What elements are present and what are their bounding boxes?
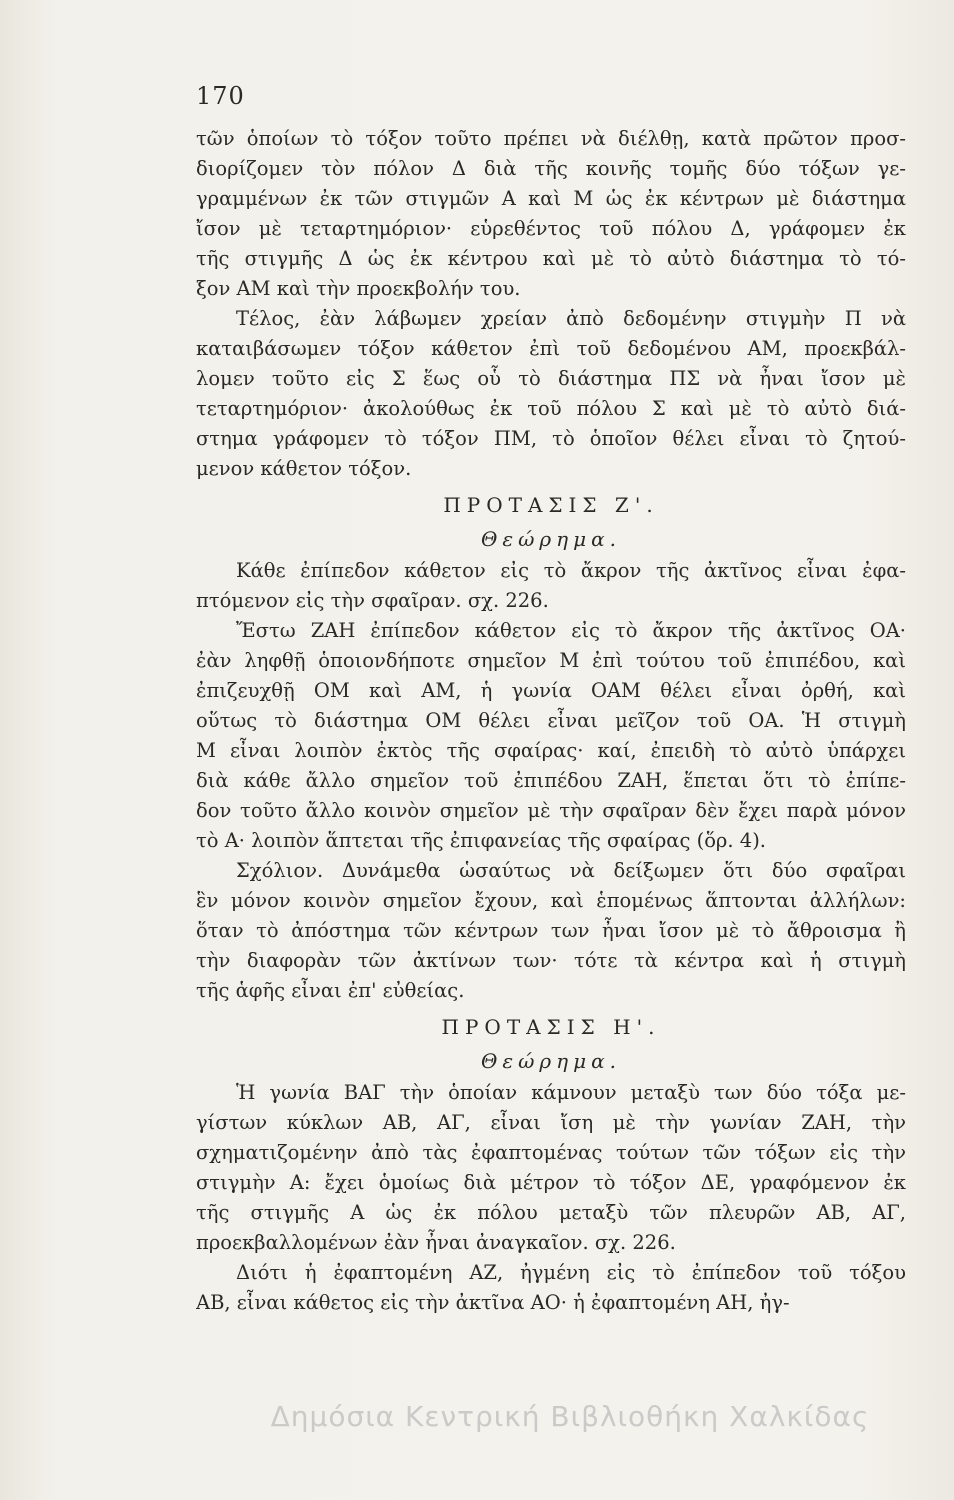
text-line: στιγμὴν Α: ἔχει ὁμοίως διὰ μέτρον τὸ τόξον ΔΕ, γραφόμενον ἐκ [196, 1171, 906, 1194]
text-line: Ἡ γωνία ΒΑΓ τὴν ὁποίαν κάμνουν μεταξὺ των δύο τόξα με- [236, 1081, 906, 1104]
text-line: τῆς στιγμῆς Α ὡς ἐκ πόλου μεταξὺ τῶν πλευρῶν ΑΒ, ΑΓ, [196, 1201, 906, 1224]
text-line: ἴσον μὲ τεταρτημόριον· εὑρεθέντος τοῦ πόλου Δ, γράφομεν ἐκ [196, 217, 906, 240]
text-line: μενον κάθετον τόξον. [196, 457, 412, 480]
text-line: διορίζομεν τὸν πόλον Δ διὰ τῆς κοινῆς τομῆς δύο τόξων γε- [196, 157, 906, 180]
text-line: ἐὰν ληφθῇ ὁποιονδήποτε σημεῖον Μ ἐπὶ τούτου τοῦ ἐπιπέδου, καὶ [196, 649, 906, 672]
text-line: Κάθε ἐπίπεδον κάθετον εἰς τὸ ἄκρον τῆς ἀκτῖνος εἶναι ἐφα- [236, 559, 906, 582]
text-line: τῆς στιγμῆς Δ ὡς ἐκ κέντρου καὶ μὲ τὸ αὐτὸ διάστημα τὸ τό- [196, 247, 906, 270]
text-line: λομεν τοῦτο εἰς Σ ἕως οὗ τὸ διάστημα ΠΣ νὰ ἦναι ἴσον μὲ [196, 367, 906, 390]
text-line: στημα γράφομεν τὸ τόξον ΠΜ, τὸ ὁποῖον θέλει εἶναι τὸ ζητού- [196, 427, 906, 450]
text-line: Μ εἶναι λοιπὸν ἐκτὸς τῆς σφαίρας· καί, ἐπειδὴ τὸ αὐτὸ ὑπάρχει [196, 739, 906, 762]
text-line: γραμμένων ἐκ τῶν στιγμῶν Α καὶ Μ ὡς ἐκ κέντρων μὲ διάστημα [196, 187, 906, 210]
text-line: δον τοῦτο ἄλλο κοινὸν σημεῖον μὲ τὴν σφαῖραν δὲν ἔχει παρὰ μόνον [196, 799, 906, 822]
text-line: Ἔστω ΖΑΗ ἐπίπεδον κάθετον εἰς τὸ ἄκρον τῆς ἀκτῖνος ΟΑ· [236, 619, 906, 642]
text-line: ΑΒ, εἶναι κάθετος εἰς τὴν ἀκτῖνα ΑΟ· ἡ ἐφαπτομένη ΑΗ, ἠγ- [196, 1291, 790, 1314]
page-number: 170 [196, 82, 245, 110]
page-text [196, 124, 906, 1318]
proposition-heading: ΠΡΟΤΑΣΙΣ Ζ'. [443, 493, 659, 517]
text-line: πτόμενον εἰς τὴν σφαῖραν. σχ. 226. [196, 589, 549, 612]
theorem-subheading: Θεώρημα. [480, 527, 622, 551]
text-line: ὅταν τὸ ἀπόστημα τῶν κέντρων των ἦναι ἴσον μὲ τὸ ἄθροισμα ἢ [196, 919, 906, 942]
text-line: Διότι ἡ ἐφαπτομένη ΑΖ, ἠγμένη εἰς τὸ ἐπίπεδον τοῦ τόξου [236, 1261, 906, 1284]
text-line: σχηματιζομένην ἀπὸ τὰς ἐφαπτομένας τούτων τῶν τόξων εἰς τὴν [196, 1141, 906, 1164]
proposition-heading: ΠΡΟΤΑΣΙΣ Η'. [441, 1015, 661, 1039]
text-line: Τέλος, ἐὰν λάβωμεν χρείαν ἀπὸ δεδομένην στιγμὴν Π νὰ [236, 307, 906, 330]
text-line: οὕτως τὸ διάστημα ΟΜ θέλει εἶναι μεῖζον τοῦ ΟΑ. Ἡ στιγμὴ [196, 709, 906, 732]
text-line: ξον ΑΜ καὶ τὴν προεκβολήν του. [196, 277, 521, 300]
text-line: τὴν διαφορὰν τῶν ἀκτίνων των· τότε τὰ κέντρα καὶ ἡ στιγμὴ [196, 949, 906, 972]
text-line: Σχόλιον. Δυνάμεθα ὡσαύτως νὰ δείξωμεν ὅτι δύο σφαῖραι [236, 859, 906, 882]
text-line: ἓν μόνον κοινὸν σημεῖον ἔχουν, καὶ ἑπομένως ἅπτονται ἀλλήλων: [196, 889, 906, 912]
text-line: τὸ Α· λοιπὸν ἅπτεται τῆς ἐπιφανείας τῆς σφαίρας (ὅρ. 4). [196, 829, 767, 852]
library-watermark: Δημόσια Κεντρική Βιβλιοθήκη Χαλκίδας [270, 1400, 870, 1433]
text-line: προεκβαλλομένων ἐὰν ἦναι ἀναγκαῖον. σχ. 226. [196, 1231, 676, 1254]
text-line: καταιβάσωμεν τόξον κάθετον ἐπὶ τοῦ δεδομένου ΑΜ, προεκβάλ- [196, 337, 906, 360]
text-line: τῶν ὁποίων τὸ τόξον τοῦτο πρέπει νὰ διέλθῃ, κατὰ πρῶτον προσ- [196, 127, 906, 150]
text-line: διὰ κάθε ἄλλο σημεῖον τοῦ ἐπιπέδου ΖΑΗ, ἕπεται ὅτι τὸ ἐπίπε- [196, 769, 906, 792]
text-line: ἐπιζευχθῇ ΟΜ καὶ ΑΜ, ἡ γωνία ΟΑΜ θέλει εἶναι ὀρθή, καὶ [196, 679, 906, 702]
text-line: τεταρτημόριον· ἀκολούθως ἐκ τοῦ πόλου Σ καὶ μὲ τὸ αὐτὸ διά- [196, 397, 906, 420]
text-line: τῆς ἁφῆς εἶναι ἐπ' εὐθείας. [196, 979, 465, 1002]
theorem-subheading: Θεώρημα. [480, 1049, 622, 1073]
text-line: γίστων κύκλων ΑΒ, ΑΓ, εἶναι ἴση μὲ τὴν γωνίαν ΖΑΗ, τὴν [196, 1111, 906, 1134]
